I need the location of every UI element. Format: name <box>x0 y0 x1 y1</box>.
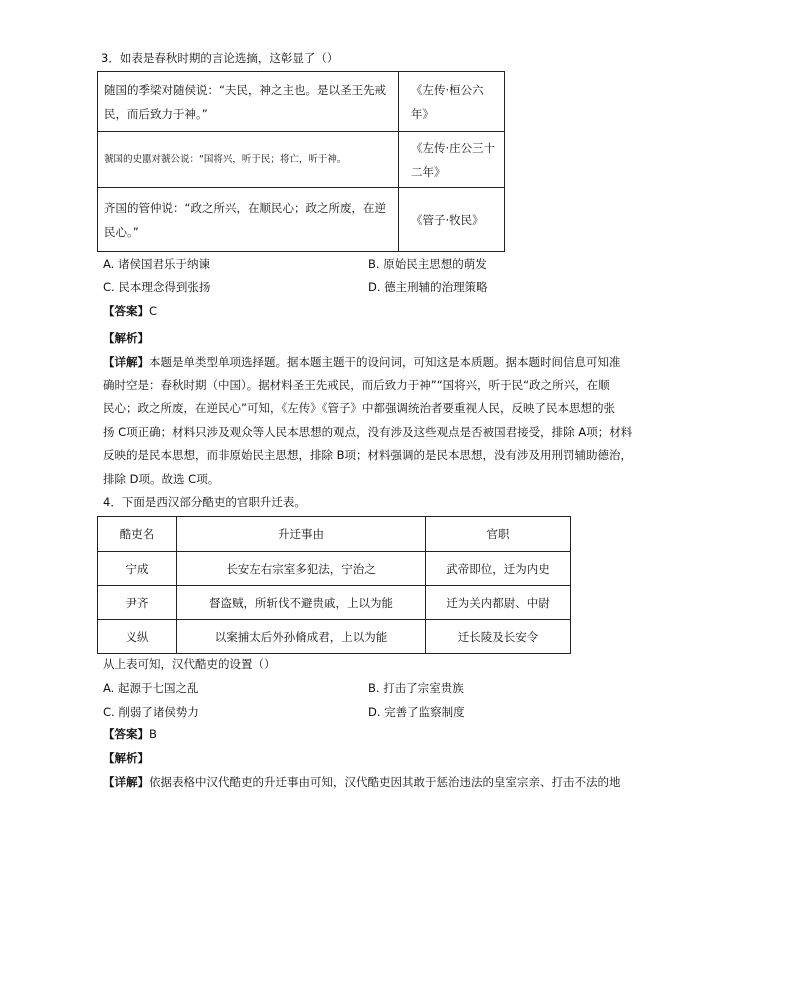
table-header-row <box>98 517 571 552</box>
table-row <box>98 586 571 620</box>
answer-label: 【答案】 <box>103 304 149 318</box>
q3-answer <box>103 303 157 319</box>
source-cell: 《管子·牧民》 <box>411 212 484 227</box>
q4-option-d: D. 完善了监察制度 <box>368 705 465 719</box>
reason-cell: 督盗贼，所斩伐不避贵戚，上以为能 <box>209 595 393 610</box>
q4-detail-line-1 <box>103 774 621 790</box>
post-cell: 武帝即位，迁为内史 <box>446 561 550 576</box>
q4-prompt: 从上表可知，汉代酷吏的设置（） <box>103 657 276 671</box>
q3-option-a: A. 诸侯国君乐于纳谏 <box>103 257 210 271</box>
q3-detail-line-1 <box>103 354 621 370</box>
source-cell: 《左传·庄公三十二年》 <box>411 140 496 179</box>
q4-official-table <box>97 516 571 654</box>
q3-detail-line-4: 扬 C项正确；材料只涉及观众等人民本思想的观点，没有涉及这些观点是否被国君接受，排除 A项；材料 <box>103 425 633 439</box>
quote-cell: 齐国的管仲说：“政之所兴，在顺民心；政之所废，在逆民心。” <box>104 200 386 239</box>
answer-value: B <box>149 727 157 741</box>
table-row <box>98 72 505 132</box>
name-cell: 义纵 <box>125 629 149 644</box>
q4-option-a: A. 起源于七国之乱 <box>103 681 199 695</box>
detail-label: 【详解】 <box>103 355 149 369</box>
column-header: 升迁事由 <box>278 527 324 541</box>
post-cell: 迁长陵及长安令 <box>457 629 539 644</box>
q3-detail-line-6: 排除 D项。故选 C项。 <box>103 472 220 486</box>
q3-detail-line-3: 民心；政之所废，在逆民心”可知，《左传》《管子》中都强调统治者要重视人民，反映了民本思想的张 <box>103 401 615 415</box>
table-row <box>98 132 505 188</box>
reason-cell: 以案捕太后外孙脩成君，上以为能 <box>214 629 388 644</box>
q4-answer <box>103 726 157 742</box>
q4-option-b: B. 打击了宗室贵族 <box>368 681 464 695</box>
name-cell: 宁成 <box>125 561 149 576</box>
q3-option-d: D. 德主刑辅的治理策略 <box>368 280 488 294</box>
q4-stem: 4．下面是西汉部分酷吏的官职升迁表。 <box>103 495 306 509</box>
q3-detail-line-2: 确时空是：春秋时期（中国）。据材料圣王先戒民，而后致力于神”“国将兴，听于民“政之所兴，在顺 <box>103 378 610 392</box>
quote-cell: 虢国的史嚚对虢公说：“国将兴，听于民；将亡，听于神。 <box>104 153 347 165</box>
name-cell: 尹齐 <box>125 595 149 610</box>
answer-label: 【答案】 <box>103 727 149 741</box>
q4-option-c: C. 削弱了诸侯势力 <box>103 705 199 719</box>
column-header: 酷吏名 <box>119 527 155 541</box>
table-row <box>98 552 571 586</box>
quote-cell: 随国的季梁对随侯说：“夫民，神之主也。是以圣王先戒民，而后致力于神。” <box>104 82 386 121</box>
table-row <box>98 620 571 654</box>
q3-analysis-label: 【解析】 <box>103 331 149 345</box>
answer-value: C <box>149 304 158 318</box>
q3-stem: 3．如表是春秋时期的言论选摘，这彰显了（） <box>101 51 339 65</box>
detail-text: 依据表格中汉代酷吏的升迁事由可知，汉代酷吏因其敢于惩治违法的皇室宗亲、打击不法的地 <box>149 775 621 789</box>
reason-cell: 长安左右宗室多犯法，宁治之 <box>226 561 376 576</box>
q3-quote-table <box>97 71 505 252</box>
column-header: 官职 <box>486 527 510 541</box>
q3-detail-line-5: 反映的是民本思想，而非原始民主思想，排除 B项；材料强调的是民本思想，没有涉及用刑罚辅助德治， <box>103 448 633 462</box>
q4-analysis-label: 【解析】 <box>103 751 149 765</box>
source-cell: 《左传·桓公六年》 <box>411 82 484 121</box>
q3-option-b: B. 原始民主思想的萌发 <box>368 257 487 271</box>
table-row <box>98 188 505 252</box>
q3-option-c: C. 民本理念得到张扬 <box>103 280 211 294</box>
detail-label: 【详解】 <box>103 775 149 789</box>
detail-text: 本题是单类型单项选择题。据本题主题干的设问词，可知这是本质题。据本题时间信息可知准 <box>149 355 621 369</box>
post-cell: 迁为关内都尉、中尉 <box>446 595 550 610</box>
